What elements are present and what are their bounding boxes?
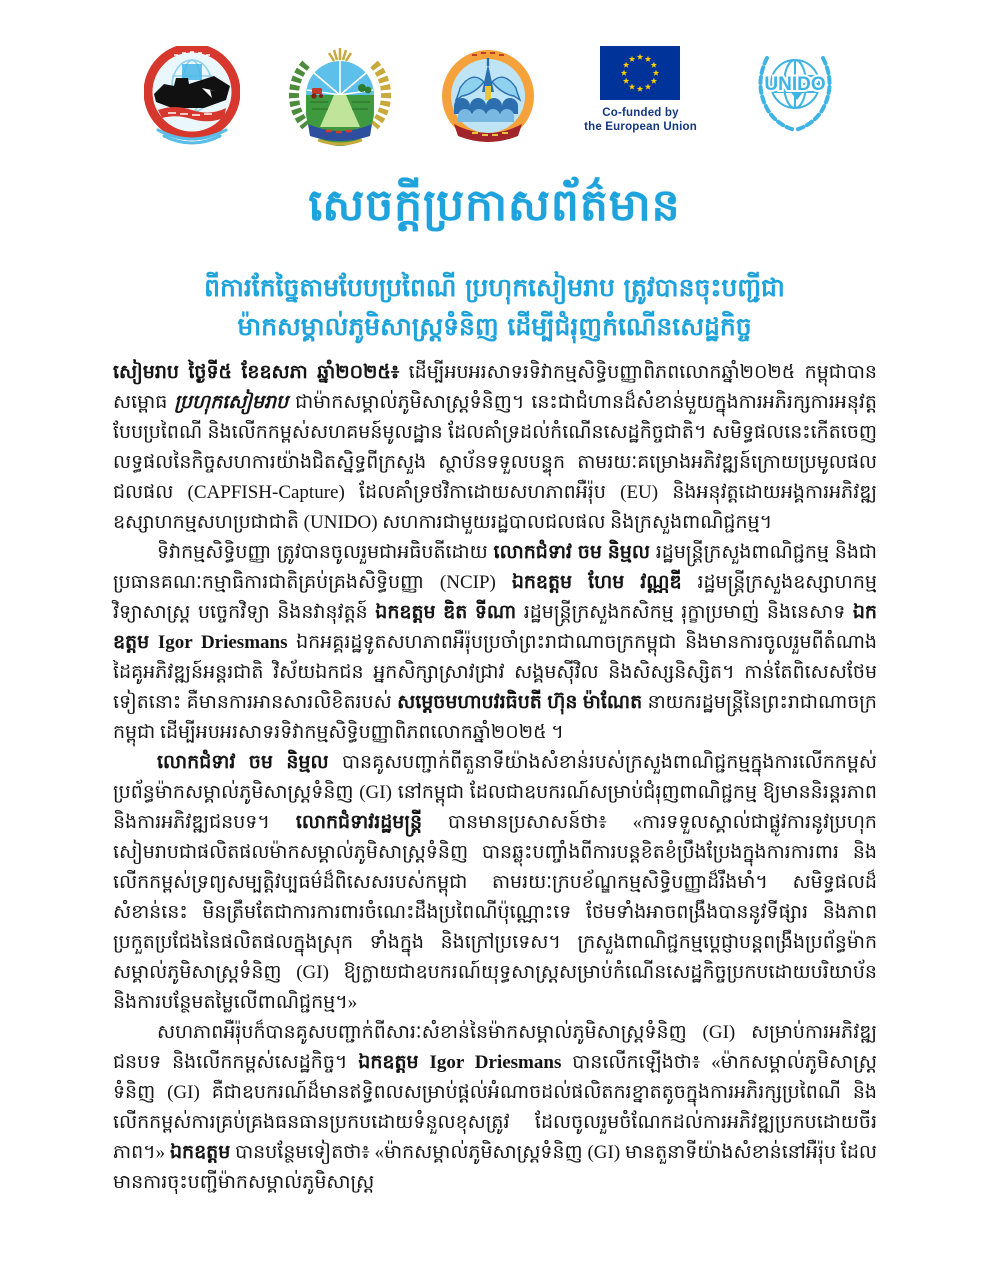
text-run-normal: រដ្ឋមន្ត្រីក្រសួងពាណិជ្ជកម្ម និងជាប្រធានគណៈកម្មាធិការជាតិគ្រប់គ្រងសិទ្ធិបញ្ញា (NCIP) xyxy=(113,542,877,593)
text-run-bold: លោកជំទាវរដ្ឋមន្ត្រី xyxy=(295,812,449,833)
body-paragraph-1 xyxy=(113,358,877,538)
text-run-normal: បានមានប្រសាសន៍ថា៖ «ការទទួលស្គាល់ជាផ្លូវការនូវប្រហុកសៀមរាបជាផលិតផលម៉ាកសម្គាល់ភូមិសាស្ត្រទំនិញ បានឆ្លុះបញ្ចាំងពីការបន្តខិតខំប្រឹងប្រែងក្នុងការការពារ និងលើកកម្ពស់ទ្រព្យសម្បត្តិវប្បធម៌ដ៏ពិសេសរបស់កម្ពុជា តាមរយៈក្របខ័ណ្ឌកម្មសិទ្ធិបញ្ញាដ៏រឹងមាំ។ សមិទ្ធផលដ៏សំខាន់នេះ មិនត្រឹមតែជាការការពារចំណេះដឹងប្រពៃណីប៉ុណ្ណោះទេ ថែមទាំងអាចពង្រឹងបាននូវទីផ្សារ និងភាពប្រកួតប្រជែងនៃផលិតផលក្នុងស្រុក ទាំងក្នុង និងក្រៅប្រទេស។ ក្រសួងពាណិជ្ជកម្មប្តេជ្ញាបន្តពង្រឹងប្រព័ន្ធម៉ាកសម្គាល់ភូមិសាស្ត្រទំនិញ (GI) ឱ្យក្លាយជាឧបករណ៍យុទ្ធសាស្ត្រសម្រាប់កំណើនសេដ្ឋកិច្ចប្រកបដោយបរិយាប័ន និងការបន្ថែមតម្លៃលើពាណិជ្ជកម្ម។» xyxy=(113,812,877,1013)
text-run-bold: លោកជំទាវ ចម និម្មល xyxy=(493,542,656,563)
ministry-of-agriculture-seal xyxy=(288,46,392,150)
text-run-normal: ឯកអគ្គរដ្ឋទូតសហភាពអឺរ៉ុបប្រចាំព្រះរាជាណាចក្រកម្ពុជា និងមានការចូលរួមពីតំណាងដៃគូអភិវឌ្ឍន៍អន្តរជាតិ វិស័យឯកជន អ្នកសិក្សាស្រាវជ្រាវ សង្គមស៊ីវិល និងសិស្សនិស្សិត។ កាន់តែពិសេសថែមទៀតនោះ គឺមានការអានសារលិខិតរបស់ xyxy=(113,632,877,713)
unido-logo-icon xyxy=(745,46,845,146)
fisheries-administration-seal xyxy=(144,46,240,150)
provincial-fisheries-community-seal xyxy=(440,46,536,150)
text-run-bolditalic: ប្រហុកសៀមរាប xyxy=(174,392,296,413)
text-run-normal: រដ្ឋមន្ត្រីក្រសួងឧស្សាហកម្ម វិទ្យាសាស្ត្រ បច្ចេកវិទ្យា និងនវានុវត្តន៍ xyxy=(113,572,877,623)
text-run-bold: លោកជំទាវ ចម និម្មល xyxy=(157,752,342,773)
eu-caption xyxy=(584,106,697,135)
text-run-normal: នាយករដ្ឋមន្ត្រីនៃព្រះរាជាណាចក្រកម្ពុជា ដើម្បីអបអរសាទរទិវាកម្មសិទ្ធិបញ្ញាពិភពលោកឆ្នាំ២០២៥ ។ xyxy=(113,692,877,743)
text-run-bold: ឯកឧត្តម ឌិត ទីណា xyxy=(375,602,524,623)
subtitle-line2: ម៉ាកសម្គាល់ភូមិសាស្ត្រទំនិញ ដើម្បីជំរុញកំណើនសេដ្ឋកិច្ច xyxy=(237,312,752,341)
text-run-normal: បានគូសបញ្ជាក់ពីតួនាទីយ៉ាងសំខាន់របស់ក្រសួងពាណិជ្ជកម្មក្នុងការលើកកម្ពស់ប្រព័ន្ធម៉ាកសម្គាល់ភូមិសាស្ត្រទំនិញ (GI) នៅកម្ពុជា ដែលជាឧបករណ៍សម្រាប់ជំរុញពាណិជ្ជកម្ម ឱ្យមាននិរន្តរភាព និងការអភិវឌ្ឍជនបទ។ xyxy=(113,752,877,833)
text-run-normal: ជាម៉ាកសម្គាល់ភូមិសាស្ត្រទំនិញ។ នេះជាជំហានដ៏សំខាន់មួយក្នុងការអភិរក្សការអនុវត្តបែបប្រពៃណី និងលើកកម្ពស់សហគមន៍មូលដ្ឋាន ដែលគាំទ្រដល់កំណើនសេដ្ឋកិច្ចជាតិ។ សមិទ្ធផលនេះកើតចេញលទ្ធផលនៃកិច្ចសហការយ៉ាងជិតស្និទ្ធពីក្រសួង ស្ថាប័នទទួលបន្ទុក តាមរយៈគម្រោងអភិវឌ្ឍន៍ក្រោយប្រមូលផលជលផល (CAPFISH-Capture) ដែលគាំទ្រថវិកាដោយសហភាពអឺរ៉ុប (EU) និងអនុវត្តដោយអង្គការអភិវឌ្ឍឧស្សាហកម្មសហប្រជាជាតិ (UNIDO) សហការជាមួយរដ្ឋបាលជលផល និងក្រសួងពាណិជ្ជកម្ម។ xyxy=(113,392,877,533)
text-run-bold: ឯកឧត្តម ហែម វណ្ណឌី xyxy=(511,572,698,593)
logo-row xyxy=(0,46,989,150)
provincial-fisheries-community-seal-icon xyxy=(440,46,536,150)
page-title: សេចក្តីប្រកាសព័ត៌មាន xyxy=(308,180,681,231)
text-run-bold: សម្តេចមហាបវរធិបតី ហ៊ុន ម៉ាណែត xyxy=(397,692,648,713)
unido-logo xyxy=(745,46,845,146)
subtitle-line1: ពីការកែច្នៃតាមបែបប្រពៃណី ប្រហុកសៀមរាប ត្រូវបានចុះបញ្ជីជា xyxy=(204,273,785,302)
text-run-normal: ទិវាកម្មសិទ្ធិបញ្ញា ត្រូវបានចូលរួមជាអធិបតីដោយ xyxy=(157,542,494,563)
text-run-normal: រដ្ឋមន្ត្រីក្រសួងកសិកម្ម រុក្ខាប្រមាញ់ និងនេសាទ xyxy=(523,602,853,623)
text-run-normal: សហភាពអឺរ៉ុបក៏បានគូសបញ្ជាក់ពីសារៈសំខាន់នៃម៉ាកសម្គាល់ភូមិសាស្ត្រទំនិញ (GI) សម្រាប់ការអភិវឌ្ឍជនបទ និងលើកកម្ពស់សេដ្ឋកិច្ច។ xyxy=(113,1022,877,1073)
text-run-bold: ឯកឧត្តម xyxy=(169,1142,236,1163)
document-body xyxy=(113,358,877,1198)
body-paragraph-3 xyxy=(113,748,877,1018)
page-subtitle xyxy=(80,268,909,346)
body-paragraph-2 xyxy=(113,538,877,748)
eu-caption-line2: the European Union xyxy=(584,121,697,134)
text-run-normal: បានបន្ថែមទៀតថា៖ «ម៉ាកសម្គាល់ភូមិសាស្ត្រទំនិញ (GI) មានតួនាទីយ៉ាងសំខាន់នៅអឺរ៉ុប ដែលមានការចុះបញ្ជីម៉ាកសម្គាល់ភូមិសាស្ត្រ xyxy=(113,1142,877,1193)
unido-label: UNIDO xyxy=(764,74,826,95)
text-run-bold: ឯកឧត្តម Igor Driesmans xyxy=(358,1052,573,1073)
text-run-bold: សៀមរាប ថ្ងៃទី៥ ខែឧសភា ឆ្នាំ២០២៥៖ xyxy=(113,362,409,383)
eu-flag-block xyxy=(584,46,697,135)
text-run-bold: ឯកឧត្តម Igor Driesmans xyxy=(113,602,877,653)
body-paragraph-4 xyxy=(113,1018,877,1198)
eu-flag-icon xyxy=(600,46,680,100)
ministry-of-agriculture-seal-icon xyxy=(288,46,392,150)
fisheries-administration-seal-icon xyxy=(144,46,240,150)
text-run-normal: បានលើកឡើងថា៖ «ម៉ាកសម្គាល់ភូមិសាស្ត្រទំនិញ (GI) គឺជាឧបករណ៍ដ៏មានឥទ្ធិពលសម្រាប់ផ្តល់អំណាចដល់ផលិតករខ្នាតតូចក្នុងការអភិរក្សប្រពៃណី និងលើកកម្ពស់ការគ្រប់គ្រងធនធានប្រកបដោយទំនួលខុសត្រូវ ដែលចូលរួមចំណែកដល់ការអភិវឌ្ឍប្រកបដោយចីរភាព។» xyxy=(113,1052,877,1163)
text-run-normal: ដើម្បីអបអរសាទរទិវាកម្មសិទ្ធិបញ្ញាពិភពលោកឆ្នាំ២០២៥ កម្ពុជាបានសម្ពោធ xyxy=(113,362,877,413)
eu-caption-line1: Co-funded by xyxy=(602,107,679,119)
